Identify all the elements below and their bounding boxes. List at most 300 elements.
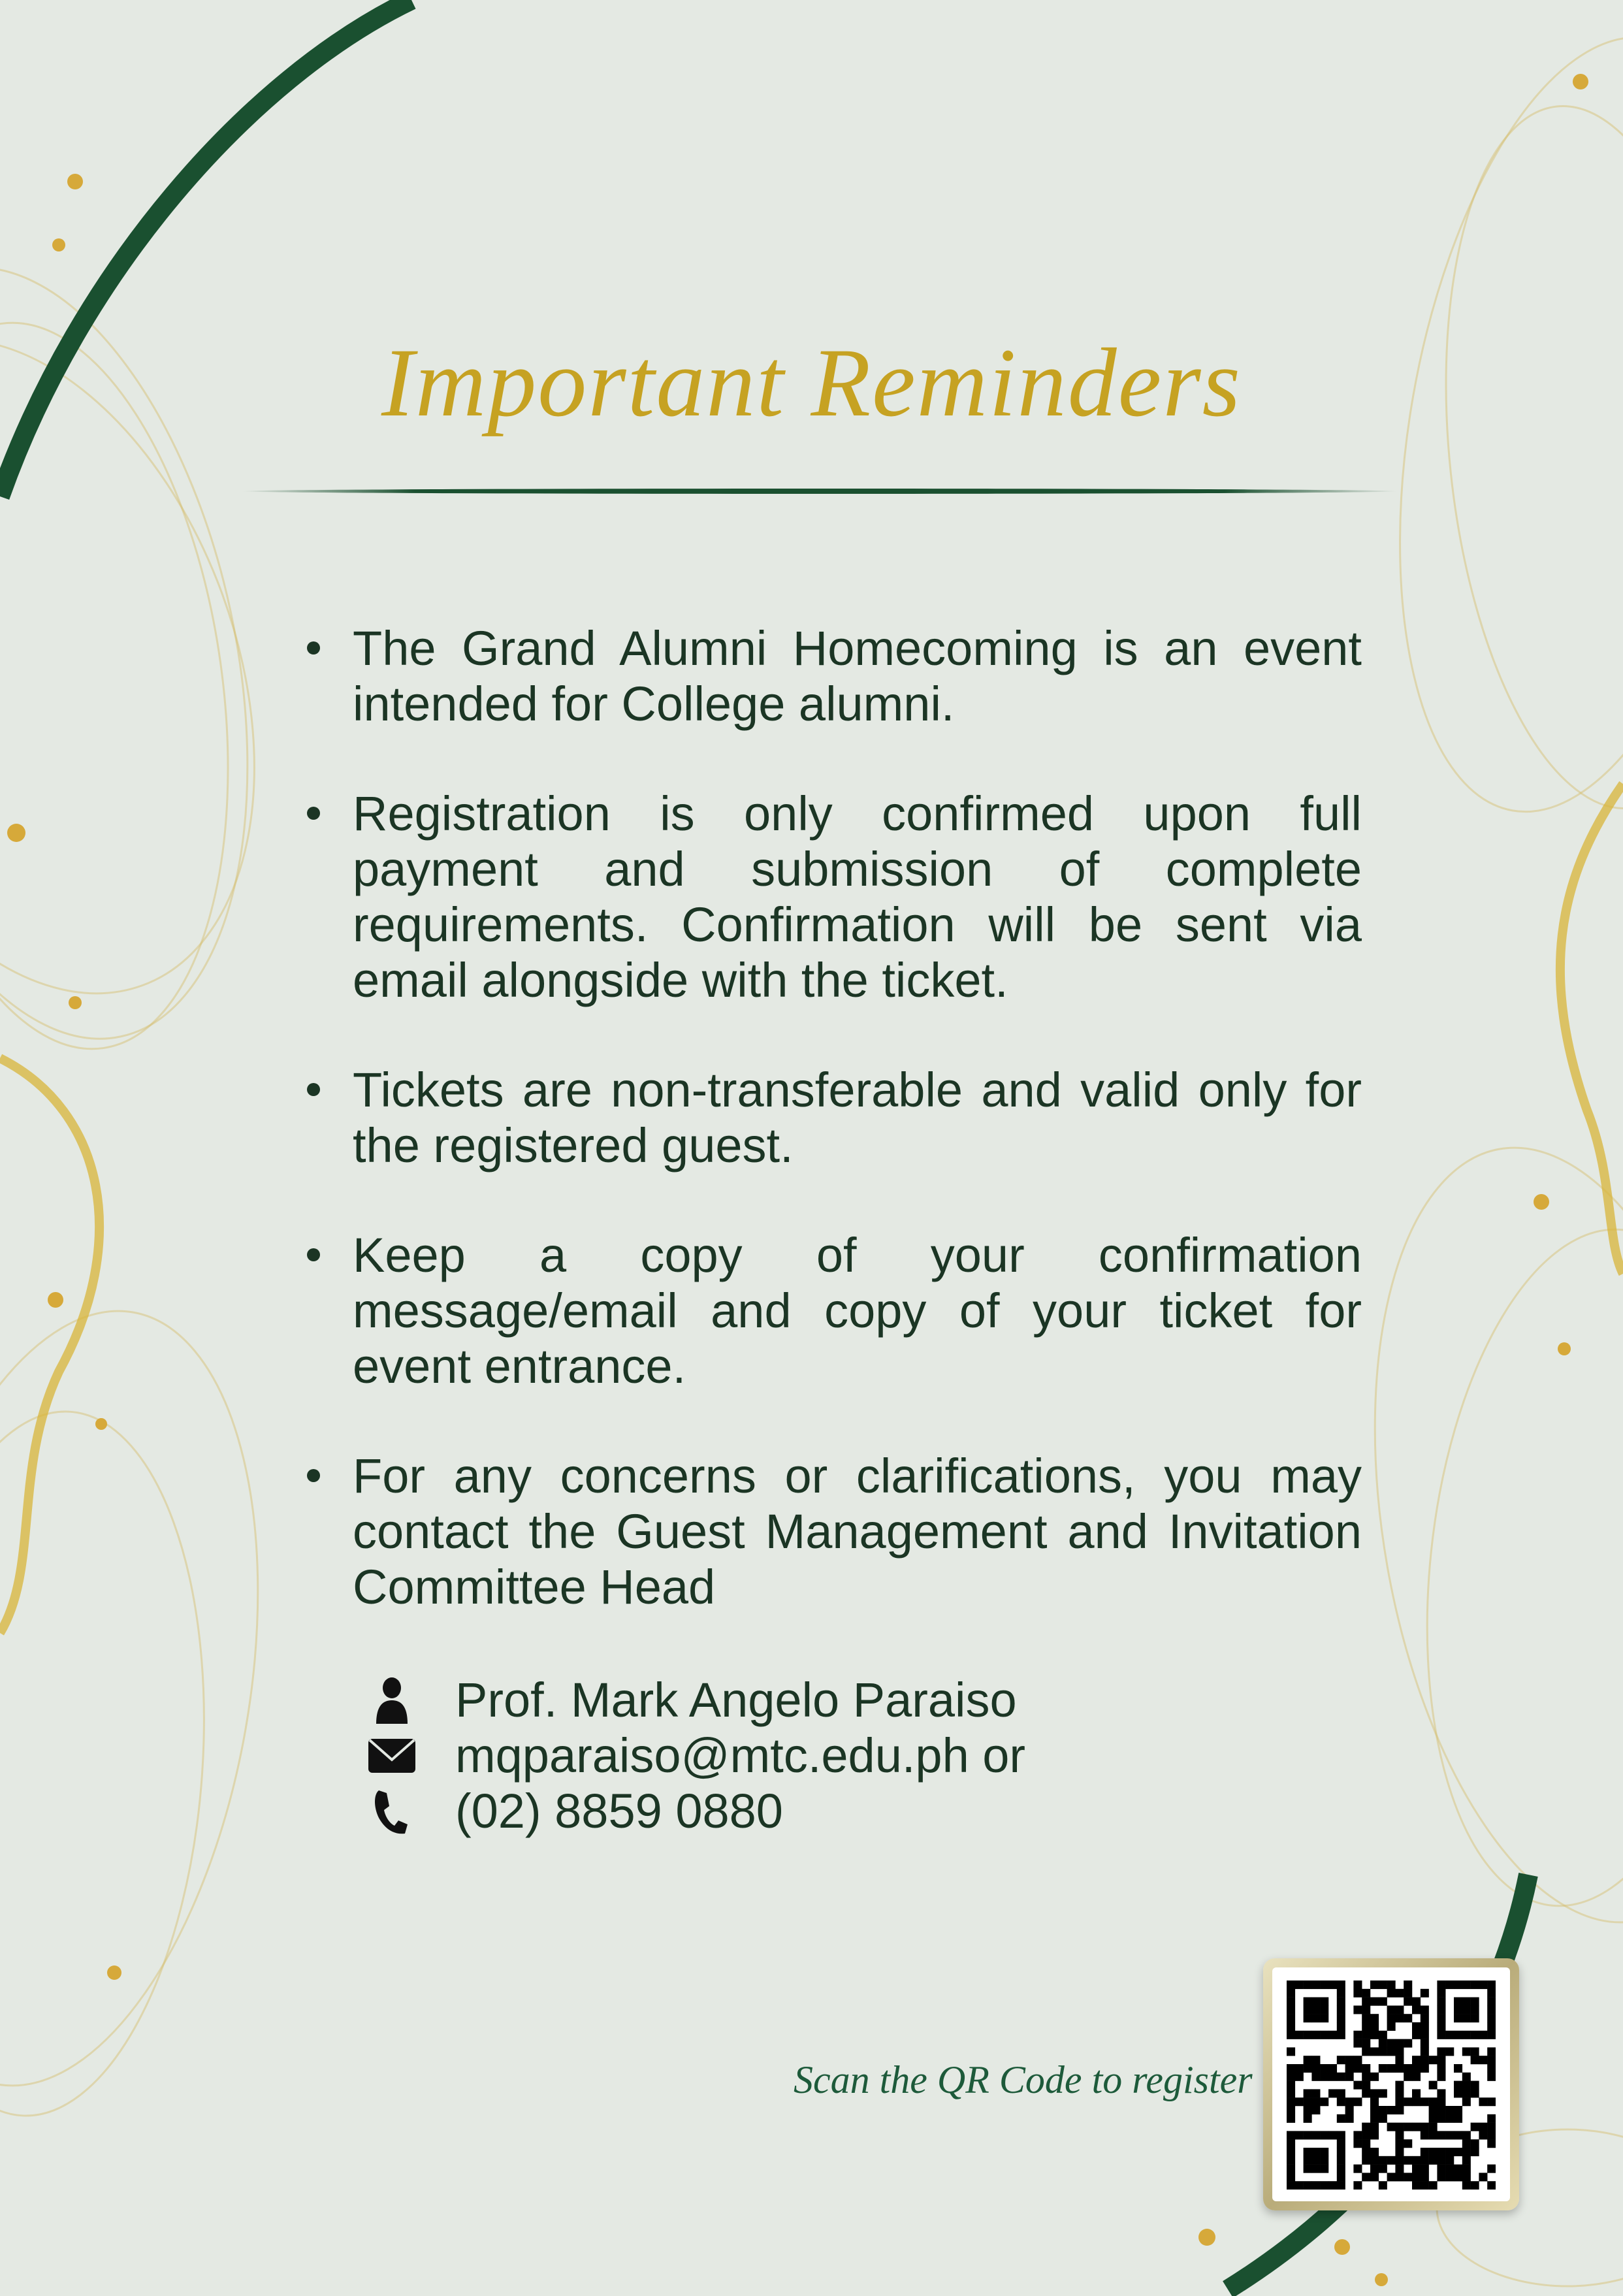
qr-module [1421,2173,1429,2181]
qr-module [1304,2014,1312,2022]
qr-module [1295,1981,1304,1989]
qr-module [1429,2097,1438,2106]
qr-module [1337,2131,1345,2139]
qr-module [1337,2181,1345,2190]
qr-module [1287,1981,1295,1989]
qr-module [1437,2056,1445,2064]
qr-module [1454,2005,1462,2014]
qr-module [1454,2131,1462,2139]
qr-module [1320,2156,1328,2165]
qr-module [1311,2073,1320,2081]
qr-module [1353,1989,1362,1997]
qr-module [1304,2114,1312,2123]
qr-module [1304,2106,1312,2114]
contact-name: Prof. Mark Angelo Paraiso [455,1673,1017,1727]
qr-module [1395,2173,1404,2181]
qr-module [1337,1997,1345,2006]
qr-module [1304,2089,1312,2097]
qr-module [1387,2173,1396,2181]
reminder-item [307,1448,1362,1615]
qr-module [1337,2089,1345,2097]
qr-module [1421,2123,1429,2131]
qr-module [1370,2123,1379,2131]
qr-module [1395,2005,1404,2014]
qr-module [1287,2031,1295,2039]
qr-module [1295,2031,1304,2039]
qr-module [1337,2156,1345,2165]
qr-module [1471,2081,1479,2090]
qr-module [1487,2047,1496,2056]
qr-code-frame[interactable] [1263,1958,1519,2210]
qr-module [1395,2081,1404,2090]
qr-module [1370,2165,1379,2173]
bullet-icon [307,641,320,655]
qr-module [1412,2156,1421,2165]
reminder-item [307,1227,1362,1394]
qr-caption: Scan the QR Code to register [794,2058,1253,2101]
qr-module [1462,1981,1471,1989]
qr-module [1462,2097,1471,2106]
qr-module [1337,2014,1345,2022]
qr-module [1462,2156,1471,2165]
qr-module [1445,2148,1454,2156]
qr-module [1471,2014,1479,2022]
qr-module [1421,2005,1429,2014]
qr-module [1437,1981,1445,1989]
qr-module [1362,1997,1370,2006]
reminder-text: Tickets are non-transferable and valid only for the registered guest. [353,1063,1362,1172]
qr-module [1437,2064,1445,2073]
qr-module [1287,2181,1295,2190]
qr-module [1320,2031,1328,2039]
qr-module [1395,2123,1404,2131]
qr-module [1287,2165,1295,2173]
qr-module [1320,2005,1328,2014]
qr-module [1362,2173,1370,2181]
qr-module [1370,2131,1379,2139]
qr-module [1479,2131,1487,2139]
qr-module [1429,2181,1438,2190]
qr-module [1404,2064,1412,2073]
person-icon [366,1677,418,1723]
qr-module [1454,2089,1462,2097]
qr-module [1362,2148,1370,2156]
qr-module [1437,2089,1445,2097]
qr-module [1362,2039,1370,2048]
qr-module [1337,2073,1345,2081]
qr-module [1445,2047,1454,2056]
qr-module [1304,2131,1312,2139]
qr-module [1395,2156,1404,2165]
qr-module [1337,2148,1345,2156]
qr-module [1421,2039,1429,2048]
qr-module [1404,2173,1412,2181]
qr-module [1487,2031,1496,2039]
qr-module [1437,2031,1445,2039]
qr-module [1454,2064,1462,2073]
qr-module [1337,2173,1345,2181]
qr-module [1487,2014,1496,2022]
qr-module [1421,2031,1429,2039]
qr-module [1429,2123,1438,2131]
qr-module [1311,2156,1320,2165]
qr-module [1445,2131,1454,2139]
qr-module [1337,2056,1345,2064]
qr-module [1353,2131,1362,2139]
qr-module [1311,2089,1320,2097]
qr-module [1311,2181,1320,2190]
qr-module [1304,1981,1312,1989]
qr-module [1395,2047,1404,2056]
qr-module [1429,2081,1438,2090]
qr-module [1353,2139,1362,2148]
qr-module [1287,2014,1295,2022]
qr-module [1295,2097,1304,2106]
qr-module [1304,1997,1312,2006]
qr-module [1445,2031,1454,2039]
qr-module [1429,2156,1438,2165]
qr-module [1421,2181,1429,2190]
qr-module [1287,2097,1295,2106]
qr-module [1370,2073,1379,2081]
qr-module [1287,2139,1295,2148]
qr-module [1487,1981,1496,1989]
phone-icon [366,1788,418,1834]
qr-module [1479,2097,1487,2106]
envelope-icon [366,1733,418,1779]
qr-module [1454,1981,1462,1989]
qr-module [1437,1997,1445,2006]
reminder-item [307,621,1362,732]
qr-module [1337,1989,1345,1997]
qr-module [1412,2022,1421,2031]
qr-module [1479,1981,1487,1989]
qr-module [1421,2131,1429,2139]
qr-module [1379,2106,1387,2114]
qr-module [1404,2139,1412,2148]
qr-module [1429,2106,1438,2114]
qr-module [1487,1989,1496,1997]
qr-module [1412,2123,1421,2131]
qr-module [1471,2148,1479,2156]
qr-module [1370,2173,1379,2181]
qr-module [1311,2165,1320,2173]
qr-module [1471,2047,1479,2056]
qr-module [1328,2064,1337,2073]
qr-module [1370,2089,1379,2097]
reminder-text: For any concerns or clarifications, you may contact the Guest Management and Invitation Committee Head [353,1449,1362,1614]
qr-module [1345,2056,1354,2064]
qr-module [1471,2089,1479,2097]
qr-module [1379,2031,1387,2039]
qr-module [1304,2165,1312,2173]
qr-module [1404,2123,1412,2131]
qr-module [1311,1997,1320,2006]
qr-module [1304,2156,1312,2165]
qr-module [1379,1981,1387,1989]
qr-module [1295,2064,1304,2073]
qr-module [1370,2022,1379,2031]
qr-module [1287,2005,1295,2014]
qr-module [1370,2097,1379,2106]
qr-module [1287,2081,1295,2090]
qr-module [1471,2139,1479,2148]
qr-module [1395,2106,1404,2114]
qr-module [1345,2114,1354,2123]
qr-module [1387,2014,1396,2022]
qr-module [1454,2114,1462,2123]
qr-module [1311,2131,1320,2139]
qr-module [1462,2089,1471,2097]
reminders-list [307,621,1362,1615]
qr-module [1395,2165,1404,2173]
qr-module [1487,2114,1496,2123]
qr-module [1479,2123,1487,2131]
qr-module [1421,2064,1429,2073]
qr-module [1287,2089,1295,2097]
qr-module [1421,2014,1429,2022]
qr-module [1437,2156,1445,2165]
qr-module [1362,2022,1370,2031]
qr-module [1320,1997,1328,2006]
qr-module [1437,2131,1445,2139]
qr-module [1462,2131,1471,2139]
qr-module [1387,2106,1396,2114]
qr-module [1287,2173,1295,2181]
qr-module [1353,2056,1362,2064]
qr-module [1387,2039,1396,2048]
qr-module [1462,2165,1471,2173]
qr-code-background [1272,1967,1510,2201]
qr-module [1337,1981,1345,1989]
bullet-icon [307,1248,320,1261]
qr-module [1462,1997,1471,2006]
qr-module [1462,2173,1471,2181]
qr-module [1287,1989,1295,1997]
qr-module [1353,2005,1362,2014]
qr-module [1471,2005,1479,2014]
qr-module [1337,2165,1345,2173]
qr-module [1471,2181,1479,2190]
qr-module [1328,2181,1337,2190]
qr-module [1311,2106,1320,2114]
qr-module [1304,2181,1312,2190]
qr-module [1353,2031,1362,2039]
qr-module [1345,2064,1354,2073]
qr-module [1337,2097,1345,2106]
qr-module [1421,2148,1429,2156]
qr-module [1328,2031,1337,2039]
qr-module [1337,2005,1345,2014]
qr-module [1387,2022,1396,2031]
reminder-item [307,786,1362,1008]
bullet-icon [307,1469,320,1482]
qr-module [1287,2148,1295,2156]
qr-module [1487,2131,1496,2139]
bullet-icon [307,807,320,820]
qr-code[interactable] [1287,1981,1496,2190]
qr-module [1337,2139,1345,2148]
qr-module [1429,2148,1438,2156]
qr-module [1311,1981,1320,1989]
qr-module [1304,2031,1312,2039]
qr-module [1404,2014,1412,2022]
qr-module [1437,2005,1445,2014]
qr-module [1287,2156,1295,2165]
qr-module [1370,2031,1379,2039]
qr-module [1395,2039,1404,2048]
qr-module [1437,2073,1445,2081]
qr-module [1445,2156,1454,2165]
qr-module [1311,2014,1320,2022]
contact-name-row [366,1672,1025,1728]
qr-module [1412,2089,1421,2097]
qr-module [1379,2089,1387,2097]
qr-module [1320,2014,1328,2022]
qr-module [1471,1997,1479,2006]
qr-module [1404,1997,1412,2006]
qr-module [1287,1997,1295,2006]
qr-module [1287,2022,1295,2031]
qr-module [1353,2097,1362,2106]
qr-module [1370,2014,1379,2022]
qr-module [1412,2165,1421,2173]
qr-module [1328,1981,1337,1989]
contact-block [366,1672,1025,1839]
qr-module [1445,2165,1454,2173]
qr-module [1471,2123,1479,2131]
qr-module [1454,2014,1462,2022]
contact-phone[interactable]: (02) 8859 0880 [455,1784,783,1838]
qr-module [1454,2148,1462,2156]
qr-module [1353,2064,1362,2073]
qr-module [1437,2106,1445,2114]
qr-module [1304,2148,1312,2156]
qr-module [1395,2139,1404,2148]
qr-module [1421,2165,1429,2173]
qr-module [1328,2131,1337,2139]
contact-email[interactable]: mqparaiso@mtc.edu.ph or [455,1728,1026,1783]
qr-module [1487,2139,1496,2148]
qr-module [1404,1989,1412,1997]
qr-module [1328,2073,1337,2081]
qr-module [1304,2056,1312,2064]
contact-phone-row [366,1783,1025,1839]
qr-module [1471,2056,1479,2064]
qr-module [1345,2106,1354,2114]
qr-module [1412,2097,1421,2106]
qr-module [1487,2064,1496,2073]
qr-module [1421,2056,1429,2064]
qr-module [1311,2097,1320,2106]
qr-module [1412,2064,1421,2073]
qr-module [1454,2165,1462,2173]
qr-module [1437,2148,1445,2156]
qr-module [1395,2148,1404,2156]
qr-module [1320,1981,1328,1989]
qr-module [1437,2173,1445,2181]
qr-module [1462,2047,1471,2056]
qr-module [1454,1997,1462,2006]
qr-module [1387,2047,1396,2056]
qr-module [1487,2097,1496,2106]
qr-module [1437,1989,1445,1997]
reminder-text: The Grand Alumni Homecoming is an event intended for College alumni. [353,621,1362,731]
qr-module [1412,2181,1421,2190]
qr-module [1379,2064,1387,2073]
qr-module [1404,2073,1412,2081]
qr-module [1287,2064,1295,2073]
qr-module [1295,2181,1304,2190]
qr-module [1362,2156,1370,2165]
qr-module [1421,2022,1429,2031]
qr-module [1320,2064,1328,2073]
qr-module [1437,2022,1445,2031]
qr-module [1311,2148,1320,2156]
qr-module [1387,2123,1396,2131]
qr-module [1404,2039,1412,2048]
qr-module [1412,2031,1421,2039]
qr-module [1370,2156,1379,2165]
qr-module [1437,2165,1445,2173]
qr-module [1395,1989,1404,1997]
qr-module [1454,2031,1462,2039]
qr-module [1379,2165,1387,2173]
qr-module [1445,2114,1454,2123]
qr-module [1379,2181,1387,2190]
qr-module [1429,2131,1438,2139]
qr-module [1379,1997,1387,2006]
qr-module [1287,2047,1295,2056]
qr-module [1370,2148,1379,2156]
qr-module [1445,2173,1454,2181]
qr-module [1437,2014,1445,2022]
qr-module [1487,2181,1496,2190]
qr-module [1437,2097,1445,2106]
qr-module [1362,2089,1370,2097]
qr-module [1320,2181,1328,2190]
qr-module [1404,2156,1412,2165]
qr-module [1462,2073,1471,2081]
qr-module [1362,2047,1370,2056]
qr-module [1454,2106,1462,2114]
qr-module [1295,2131,1304,2139]
qr-module [1311,2031,1320,2039]
qr-module [1462,2148,1471,2156]
qr-module [1462,2139,1471,2148]
reminder-text: Registration is only confirmed upon full payment and submission of complete requirements. Confirmation will be sent via email alongside with the ticket. [353,786,1362,1007]
qr-module [1445,1981,1454,1989]
qr-module [1345,2073,1354,2081]
qr-module [1362,2031,1370,2039]
qr-module [1328,2089,1337,2097]
qr-module [1462,2031,1471,2039]
qr-module [1345,2097,1354,2106]
qr-module [1437,2047,1445,2056]
qr-module [1311,2064,1320,2073]
qr-module [1479,2056,1487,2064]
qr-module [1487,1997,1496,2006]
qr-module [1429,2114,1438,2123]
qr-module [1320,2131,1328,2139]
qr-module [1412,2056,1421,2064]
qr-module [1320,2148,1328,2156]
qr-module [1295,2073,1304,2081]
qr-module [1421,1989,1429,1997]
qr-module [1387,1981,1396,1989]
qr-module [1487,2073,1496,2081]
reminder-text: Keep a copy of your confirmation message/email and copy of your ticket for event entrance. [353,1228,1362,1393]
